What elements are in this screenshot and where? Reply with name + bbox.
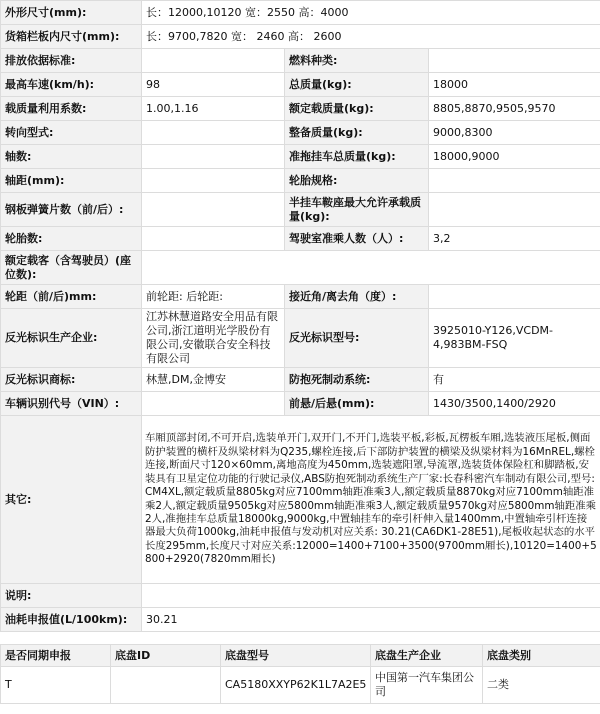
table-row: [1, 25, 600, 49]
angles-value: [429, 285, 600, 309]
tires-value: [142, 227, 285, 251]
outer-size-value: 长：12000,10120 宽：2550 高：4000: [142, 1, 600, 25]
load-coef-value: 1.00,1.16: [142, 97, 285, 121]
steering-value: [142, 121, 285, 145]
table-row: [1, 309, 600, 368]
axles-label: 轴数:: [1, 145, 142, 169]
rated-load-label: 额定载质量(kg):: [285, 97, 429, 121]
cab-seats-value: 3,2: [429, 227, 600, 251]
table-row: [1, 193, 600, 227]
fuel-label: 燃料种类:: [285, 49, 429, 73]
springs-label: 钢板弹簧片数（前/后）:: [1, 193, 142, 227]
reflect-brand-value: 林慧,DM,金博安: [142, 368, 285, 392]
cab-seats-label: 驾驶室准乘人数（人）:: [285, 227, 429, 251]
steering-label: 转向型式:: [1, 121, 142, 145]
wheelbase-value: [142, 169, 285, 193]
table-row: [1, 1, 600, 25]
gross-mass-label: 总质量(kg):: [285, 73, 429, 97]
table-row: [1, 285, 600, 309]
angles-label: 接近角/离去角（度）:: [285, 285, 429, 309]
table-row: [1, 49, 600, 73]
max-speed-value: 98: [142, 73, 285, 97]
chassis-header-maker: 底盘生产企业: [371, 645, 483, 667]
load-coef-label: 载质量利用系数:: [1, 97, 142, 121]
tire-spec-value: [429, 169, 600, 193]
fuel-value-label: 油耗申报值(L/100km):: [1, 608, 142, 632]
chassis-category-value: 二类: [483, 667, 600, 704]
chassis-header-same: 是否同期申报: [1, 645, 111, 667]
trailer-mass-value: 18000,9000: [429, 145, 600, 169]
table-row: [1, 251, 600, 285]
axles-value: [142, 145, 285, 169]
table-row: [1, 392, 600, 416]
chassis-maker-value: 中国第一汽车集团公司: [371, 667, 483, 704]
tire-spec-label: 轮胎规格:: [285, 169, 429, 193]
outer-size-label: 外形尺寸(mm):: [1, 1, 142, 25]
abs-label: 防抱死制动系统:: [285, 368, 429, 392]
springs-value: [142, 193, 285, 227]
chassis-row: [1, 667, 600, 704]
saddle-load-value: [429, 193, 600, 227]
cargo-size-label: 货箱栏板内尺寸(mm):: [1, 25, 142, 49]
emission-label: 排放依据标准:: [1, 49, 142, 73]
overhang-value: 1430/3500,1400/2920: [429, 392, 600, 416]
track-value: 前轮距: 后轮距:: [142, 285, 285, 309]
table-row: [1, 145, 600, 169]
table-row: [1, 584, 600, 608]
table-row: [1, 416, 600, 584]
table-row: [1, 97, 600, 121]
table-row: [1, 608, 600, 632]
abs-value: 有: [429, 368, 600, 392]
curb-mass-label: 整备质量(kg):: [285, 121, 429, 145]
reflect-maker-value: 江苏林慧道路安全用品有限公司,浙江道明光学股份有限公司,安徽联合安全科技有限公司: [142, 309, 285, 368]
vin-value: [142, 392, 285, 416]
vin-label: 车辆识别代号（VIN）:: [1, 392, 142, 416]
chassis-header-row: [1, 645, 600, 667]
chassis-id-value: [111, 667, 221, 704]
tires-label: 轮胎数:: [1, 227, 142, 251]
max-speed-label: 最高车速(km/h):: [1, 73, 142, 97]
saddle-load-label: 半挂车鞍座最大允许承载质量(kg):: [285, 193, 429, 227]
chassis-header-category: 底盘类别: [483, 645, 600, 667]
fuel-value: [429, 49, 600, 73]
reflect-brand-label: 反光标识商标:: [1, 368, 142, 392]
overhang-label: 前悬/后悬(mm):: [285, 392, 429, 416]
chassis-header-id: 底盘ID: [111, 645, 221, 667]
emission-value: [142, 49, 285, 73]
table-row: [1, 73, 600, 97]
note-value: [142, 584, 600, 608]
chassis-table: [0, 644, 600, 704]
track-label: 轮距（前/后)mm:: [1, 285, 142, 309]
fuel-value-value: 30.21: [142, 608, 600, 632]
chassis-model-value: CA5180XXYP62K1L7A2E5: [221, 667, 371, 704]
cargo-size-value: 长：9700,7820 宽： 2460 高： 2600: [142, 25, 600, 49]
curb-mass-value: 9000,8300: [429, 121, 600, 145]
table-row: [1, 368, 600, 392]
wheelbase-label: 轴距(mm):: [1, 169, 142, 193]
table-row: [1, 227, 600, 251]
rated-load-value: 8805,8870,9505,9570: [429, 97, 600, 121]
reflect-model-value: 3925010-Y126,VCDM-4,983BM-FSQ: [429, 309, 600, 368]
table-row: [1, 121, 600, 145]
chassis-same-value: T: [1, 667, 111, 704]
reflect-maker-label: 反光标识生产企业:: [1, 309, 142, 368]
trailer-mass-label: 准拖挂车总质量(kg):: [285, 145, 429, 169]
chassis-header-model: 底盘型号: [221, 645, 371, 667]
other-value: 车厢顶部封闭,不可开启,选装单开门,双开门,不开门,选装平板,彩板,瓦楞板车厢,选装液压尾板,侧面防护装置的横杆及纵梁材料为Q235,螺栓连接,后下部防护装置的横梁及纵梁材料为16MnREL,螺栓连接,断面尺寸120×60mm,离地高度为450mm,选装遮阳罩,导流罩,选装货体保险杠和脚踏板,安装具有卫星定位功能的行驶记录仪,ABS防抱死制动系统生产厂家:长春科密汽车制动有限公司,型号:CM4XL,额定载质量8805kg对应7100mm轴距准乘3人,额定载质量8870kg对应7100mm轴距准乘2人,额定载质量9505kg对应5800mm轴距准乘3人,额定载质量9570kg对应5800mm轴距准乘2人,准拖挂车总质量18000kg,9000kg,中置轴挂车的牵引杆伸入量1400mm,中置轴牵引杆连接器最大负荷1000kg,油耗申报值与发动机对应关系: 30.21(CA6DK1-28E51),尾板收起状态的水平长度295mm,长度尺寸对应关系:12000=1400+7100+3500(9700mm厢长),10120=1400+5800+2920(7820mm厢长): [142, 416, 600, 584]
gross-mass-value: 18000: [429, 73, 600, 97]
reflect-model-label: 反光标识型号:: [285, 309, 429, 368]
note-label: 说明:: [1, 584, 142, 608]
other-label: 其它:: [1, 416, 142, 584]
table-row: [1, 169, 600, 193]
passengers-value: [142, 251, 600, 285]
passengers-label: 额定载客（含驾驶员）(座位数):: [1, 251, 142, 285]
